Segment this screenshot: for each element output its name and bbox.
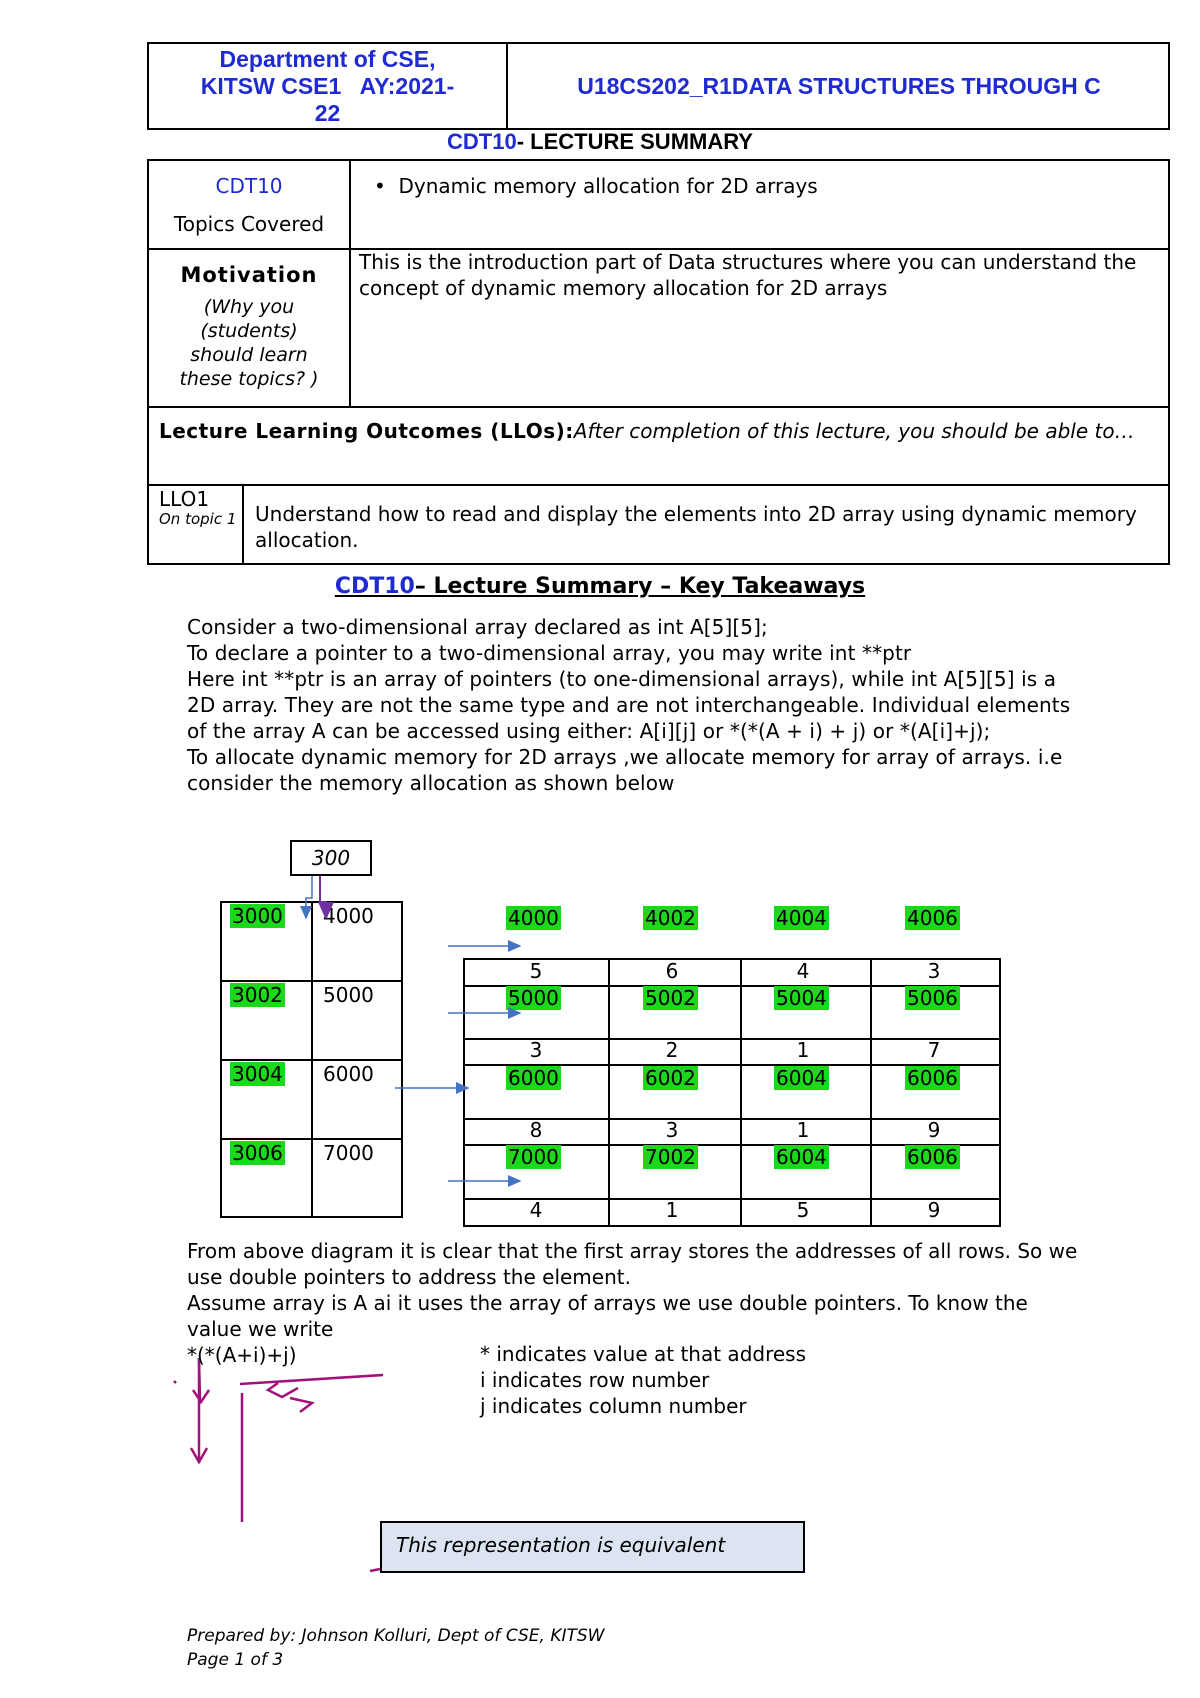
- body-line-3: Here int **ptr is an array of pointers (to one-dimensional arrays), while int A[5][5] is a 2D array. They are not the same type and are not interchangeable. Individual elements of the array A can be accessed using either: A[i][j] or *(*(A + i) + j) or *(A[i]+j);: [187, 667, 1071, 743]
- row-ptr-2: 6000: [323, 1062, 374, 1086]
- top-addr-2: 4004: [776, 906, 827, 930]
- prepared-by: Prepared by: Johnson Kolluri, Dept of CSE, KITSW: [187, 1626, 605, 1646]
- topics-label: Topics Covered: [173, 212, 325, 236]
- top-addr-0: 4000: [508, 906, 559, 930]
- motivation-text: This is the introduction part of Data structures where you can understand the concept of dynamic memory allocation for 2D arrays: [359, 250, 1137, 300]
- body-line-1: Consider a two-dimensional array declared as int A[5][5];: [187, 615, 768, 639]
- body-line-2: To declare a pointer to a two-dimensional array, you may write int **ptr: [187, 641, 912, 665]
- top-addr-3: 4006: [907, 906, 958, 930]
- course-title: U18CS202_R1DATA STRUCTURES THROUGH C: [577, 72, 1101, 99]
- grid-value: 9: [927, 1198, 941, 1222]
- key-code: CDT10: [334, 574, 415, 599]
- row-addr-0: 3000: [232, 904, 283, 928]
- expression: *(*(A+i)+j): [187, 1343, 297, 1367]
- motivation-note: (Why you (students) should learn these topics? ): [179, 296, 319, 390]
- legend-line-3: j indicates column number: [480, 1394, 747, 1418]
- grid-addr: 5006: [907, 986, 958, 1010]
- grid-value: 5: [796, 1198, 810, 1222]
- llo-topic: On topic 1: [159, 510, 237, 528]
- dept-line-1: Department of CSE,: [219, 46, 436, 72]
- legend: [480, 1341, 806, 1419]
- row-ptr-3: 7000: [323, 1141, 374, 1165]
- equivalence-text: This representation is equivalent: [396, 1533, 726, 1557]
- page-number: Page 1 of 3: [187, 1650, 284, 1670]
- grid-value: 4: [529, 1198, 543, 1222]
- grid-addr: 7002: [645, 1145, 696, 1169]
- grid-value: 5: [529, 959, 543, 983]
- topic-item: Dynamic memory allocation for 2D arrays: [398, 174, 818, 198]
- grid-addr: 6006: [907, 1066, 958, 1090]
- grid-value: 9: [927, 1118, 941, 1142]
- equivalence-box: [380, 1521, 805, 1573]
- grid-addr: 6000: [508, 1066, 559, 1090]
- grid-value: 1: [796, 1038, 810, 1062]
- key-rest: – Lecture Summary – Key Takeaways: [414, 574, 866, 599]
- grid-value: 7: [927, 1038, 941, 1062]
- grid-value: 1: [665, 1198, 679, 1222]
- row-ptr-1: 5000: [323, 983, 374, 1007]
- pointer-label: 300: [311, 846, 351, 870]
- top-addr-1: 4002: [645, 906, 696, 930]
- grid-value: 3: [665, 1118, 679, 1142]
- row-ptr-0: 4000: [323, 904, 374, 928]
- grid-addr: 6006: [907, 1145, 958, 1169]
- grid-addr: 6004: [776, 1145, 827, 1169]
- dept-line-3: 22: [314, 100, 341, 126]
- grid-value: 4: [796, 959, 810, 983]
- legend-line-2: i indicates row number: [480, 1368, 710, 1392]
- grid-addr: 6004: [776, 1066, 827, 1090]
- grid-value: 8: [529, 1118, 543, 1142]
- llo-text: Understand how to read and display the elements into 2D array using dynamic memory allocation.: [255, 502, 1137, 552]
- explanation-line-1: From above diagram it is clear that the first array stores the addresses of all rows. So we use double pointers to address the element.: [187, 1239, 1078, 1289]
- row-addr-2: 3004: [232, 1062, 283, 1086]
- motivation-label: Motivation: [180, 263, 318, 287]
- body-line-4: To allocate dynamic memory for 2D arrays ,we allocate memory for array of arrays. i.e consider the memory allocation as shown below: [187, 745, 1063, 795]
- grid-value: 3: [529, 1038, 543, 1062]
- grid-addr: 5004: [776, 986, 827, 1010]
- dept-line-2: KITSW CSE1 AY:2021-: [200, 73, 455, 99]
- summary-rest: - LECTURE SUMMARY: [516, 129, 753, 154]
- pointer-arrow-purple: [320, 876, 326, 918]
- grid-addr: 5002: [645, 986, 696, 1010]
- grid-value: 6: [665, 959, 679, 983]
- topic-code: CDT10: [215, 174, 283, 198]
- legend-line-1: * indicates value at that address: [480, 1342, 807, 1366]
- summary-code: CDT10: [447, 129, 517, 154]
- llo-heading-bold: Lecture Learning Outcomes (LLOs):: [159, 419, 574, 443]
- bullet-icon: •: [374, 174, 399, 198]
- grid-addr: 5000: [508, 986, 559, 1010]
- grid-value: 3: [927, 959, 941, 983]
- row-addr-1: 3002: [232, 983, 283, 1007]
- llo-heading-italic: After completion of this lecture, you should be able to…: [573, 419, 1135, 443]
- explanation-line-2: Assume array is A ai it uses the array of arrays we use double pointers. To know the value we write: [187, 1291, 1028, 1341]
- grid-addr: 7000: [508, 1145, 559, 1169]
- grid-addr: 6002: [645, 1066, 696, 1090]
- grid-value: 2: [665, 1038, 679, 1062]
- grid-value: 1: [796, 1118, 810, 1142]
- pointer-arrow-blue: [306, 876, 312, 918]
- row-addr-3: 3006: [232, 1141, 283, 1165]
- footer: [187, 1624, 605, 1672]
- llo-id: LLO1: [159, 487, 210, 511]
- annotation-strokes: [174, 1358, 383, 1571]
